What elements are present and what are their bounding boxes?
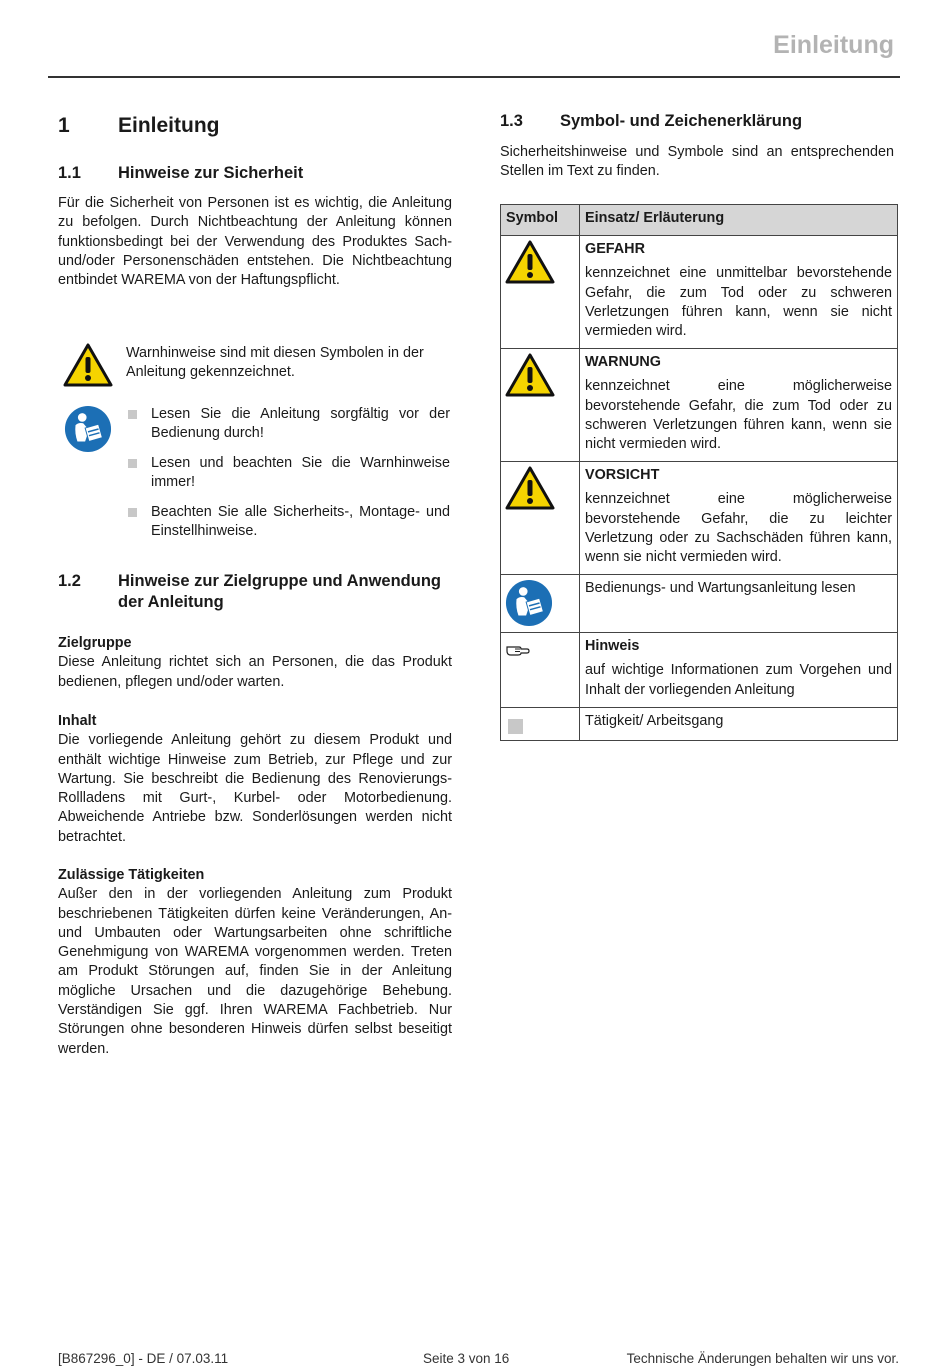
signal-word: VORSICHT bbox=[585, 467, 660, 483]
gray-square-icon bbox=[508, 719, 523, 734]
read-manual-icon bbox=[64, 405, 112, 453]
header-divider bbox=[48, 76, 900, 78]
explanation-cell bbox=[580, 633, 898, 708]
symbol-cell bbox=[501, 633, 580, 708]
table-row bbox=[501, 575, 898, 633]
warning-triangle-icon bbox=[505, 353, 579, 397]
table-header-row bbox=[501, 205, 898, 236]
explanation-text: Bedienungs- und Wartungsanleitung lesen bbox=[585, 580, 856, 596]
taetigkeiten-heading: Zulässige Tätigkeiten bbox=[58, 867, 205, 883]
section-1-heading bbox=[58, 116, 453, 142]
explanation-text: Tätigkeit/ Arbeitsgang bbox=[585, 713, 724, 729]
footer-notice: Technische Änderungen behalten wir uns vor. bbox=[626, 1351, 899, 1366]
section-number: 1.2 bbox=[58, 572, 81, 590]
table-row bbox=[501, 462, 898, 575]
running-head: Einleitung bbox=[773, 31, 894, 59]
explanation-text: kennzeichnet eine möglicherweise bevorstehende Gefahr, die zum Tod oder zu schweren Verletzungen führen kann, wenn sie nicht vermieden wird. bbox=[585, 378, 892, 453]
safety-paragraph: Für die Sicherheit von Personen ist es wichtig, die Anleitung zu befolgen. Durch Nichtbeachtung der Anleitung können funktionsbedingt bei der Verwendung des Produktes Sach- und/oder Personenschäden entstehen. Die Nichtbeachtung entbindet WAREMA von der Haftungspflicht. bbox=[58, 195, 452, 289]
section-number: 1.1 bbox=[58, 164, 81, 182]
footer-page-number: Seite 3 von 16 bbox=[423, 1351, 510, 1366]
warning-note: Warnhinweise sind mit diesen Symbolen in der Anleitung gekennzeichnet. bbox=[126, 345, 424, 381]
table-row bbox=[501, 349, 898, 462]
symbol-cell bbox=[501, 575, 580, 633]
zielgruppe-heading: Zielgruppe bbox=[58, 635, 132, 651]
warning-triangle-icon bbox=[505, 240, 579, 284]
symbol-table bbox=[500, 204, 898, 741]
zielgruppe-block bbox=[58, 634, 452, 692]
explanation-cell bbox=[580, 236, 898, 349]
section-title-line1: Hinweise zur Zielgruppe und Anwendung bbox=[118, 572, 441, 590]
taetigkeiten-text: Außer den in der vorliegenden Anleitung zum Produkt beschriebenen Tätigkeiten dürfen keine Veränderungen, An- und Umbauten oder Wartungsarbeiten ohne schriftliche Genehmigung von WAREMA vorgenommen werden. Treten am Produkt Störungen auf, finden Sie in der Anleitung mögliche Ursachen und die dazugehörige Behebung. Verständigen Sie ggf. Ihren WAREMA Fachbetrieb. Nur Störungen ohne besonderen Hinweis dürfen selbst beseitigt werden. bbox=[58, 886, 452, 1057]
bullet-square-icon bbox=[128, 410, 137, 419]
left-column bbox=[58, 116, 453, 142]
read-manual-icon bbox=[505, 579, 579, 627]
bullet-list bbox=[128, 405, 450, 545]
table-row bbox=[501, 708, 898, 741]
symbol-cell bbox=[501, 708, 580, 741]
inhalt-heading: Inhalt bbox=[58, 713, 97, 729]
inhalt-block bbox=[58, 712, 452, 847]
explanation-cell bbox=[580, 349, 898, 462]
warning-triangle-icon bbox=[63, 343, 113, 387]
section-1-2-heading bbox=[58, 571, 458, 615]
section-title: Symbol- und Zeichenerklärung bbox=[560, 112, 803, 130]
explanation-text: auf wichtige Informationen zum Vorgehen und Inhalt der vorliegenden Anleitung bbox=[585, 662, 892, 698]
section-1-1-heading bbox=[58, 163, 453, 185]
signal-word: GEFAHR bbox=[585, 241, 645, 257]
section-1-3-heading bbox=[500, 111, 900, 133]
table-row bbox=[501, 236, 898, 349]
taetigkeiten-block bbox=[58, 866, 452, 1059]
list-item-text: Beachten Sie alle Sicherheits-, Montage- und Einstellhinweise. bbox=[151, 504, 450, 540]
section-title: Hinweise zur Sicherheit bbox=[118, 164, 304, 182]
explanation-cell bbox=[580, 575, 898, 633]
section-number: 1 bbox=[58, 114, 70, 137]
column-header-symbol: Symbol bbox=[501, 205, 580, 236]
explanation-text: kennzeichnet eine unmittelbar bevorstehende Gefahr, die zum Tod oder zu schweren Verletzungen führen kann, wenn sie nicht vermieden wird. bbox=[585, 265, 892, 340]
list-item-text: Lesen und beachten Sie die Warnhinweise immer! bbox=[151, 455, 450, 491]
section-number: 1.3 bbox=[500, 112, 523, 130]
bullet-square-icon bbox=[128, 459, 137, 468]
table-row bbox=[501, 633, 898, 708]
list-item-text: Lesen Sie die Anleitung sorgfältig vor der Bedienung durch! bbox=[151, 406, 450, 442]
footer-doc-id: [B867296_0] - DE / 07.03.11 bbox=[58, 1351, 229, 1366]
signal-word: WARNUNG bbox=[585, 354, 661, 370]
warning-triangle-icon bbox=[505, 466, 579, 510]
pointing-hand-icon bbox=[506, 643, 579, 657]
symbol-cell bbox=[501, 349, 580, 462]
symbol-cell bbox=[501, 236, 580, 349]
explanation-cell bbox=[580, 708, 898, 741]
zielgruppe-text: Diese Anleitung richtet sich an Personen, die das Produkt bedienen, pflegen und/oder warten. bbox=[58, 654, 452, 690]
signal-word: Hinweis bbox=[585, 638, 640, 654]
explanation-text: kennzeichnet eine möglicherweise bevorstehende Gefahr, die zu leichter Verletzung oder zu Sachschäden führen kann, wenn sie nicht vermieden wird. bbox=[585, 491, 892, 566]
column-header-explanation: Einsatz/ Erläuterung bbox=[580, 205, 898, 236]
section-title: Einleitung bbox=[118, 114, 220, 137]
symbol-cell bbox=[501, 462, 580, 575]
symbol-intro: Sicherheitshinweise und Symbole sind an entsprechenden Stellen im Text zu finden. bbox=[500, 144, 894, 180]
inhalt-text: Die vorliegende Anleitung gehört zu diesem Produkt und enthält wichtige Hinweise zum Betrieb, zur Pflege und zur Wartung. Sie beschreibt die Bedienung des Renovierungs-Rollladens mit Gurt-, Kurbel- oder Motorbedienung. Abweichende Antriebe bzw. Sonderlösungen werden nicht betrachtet. bbox=[58, 732, 452, 845]
explanation-cell bbox=[580, 462, 898, 575]
bullet-square-icon bbox=[128, 508, 137, 517]
section-title-line2: der Anleitung bbox=[118, 593, 224, 611]
